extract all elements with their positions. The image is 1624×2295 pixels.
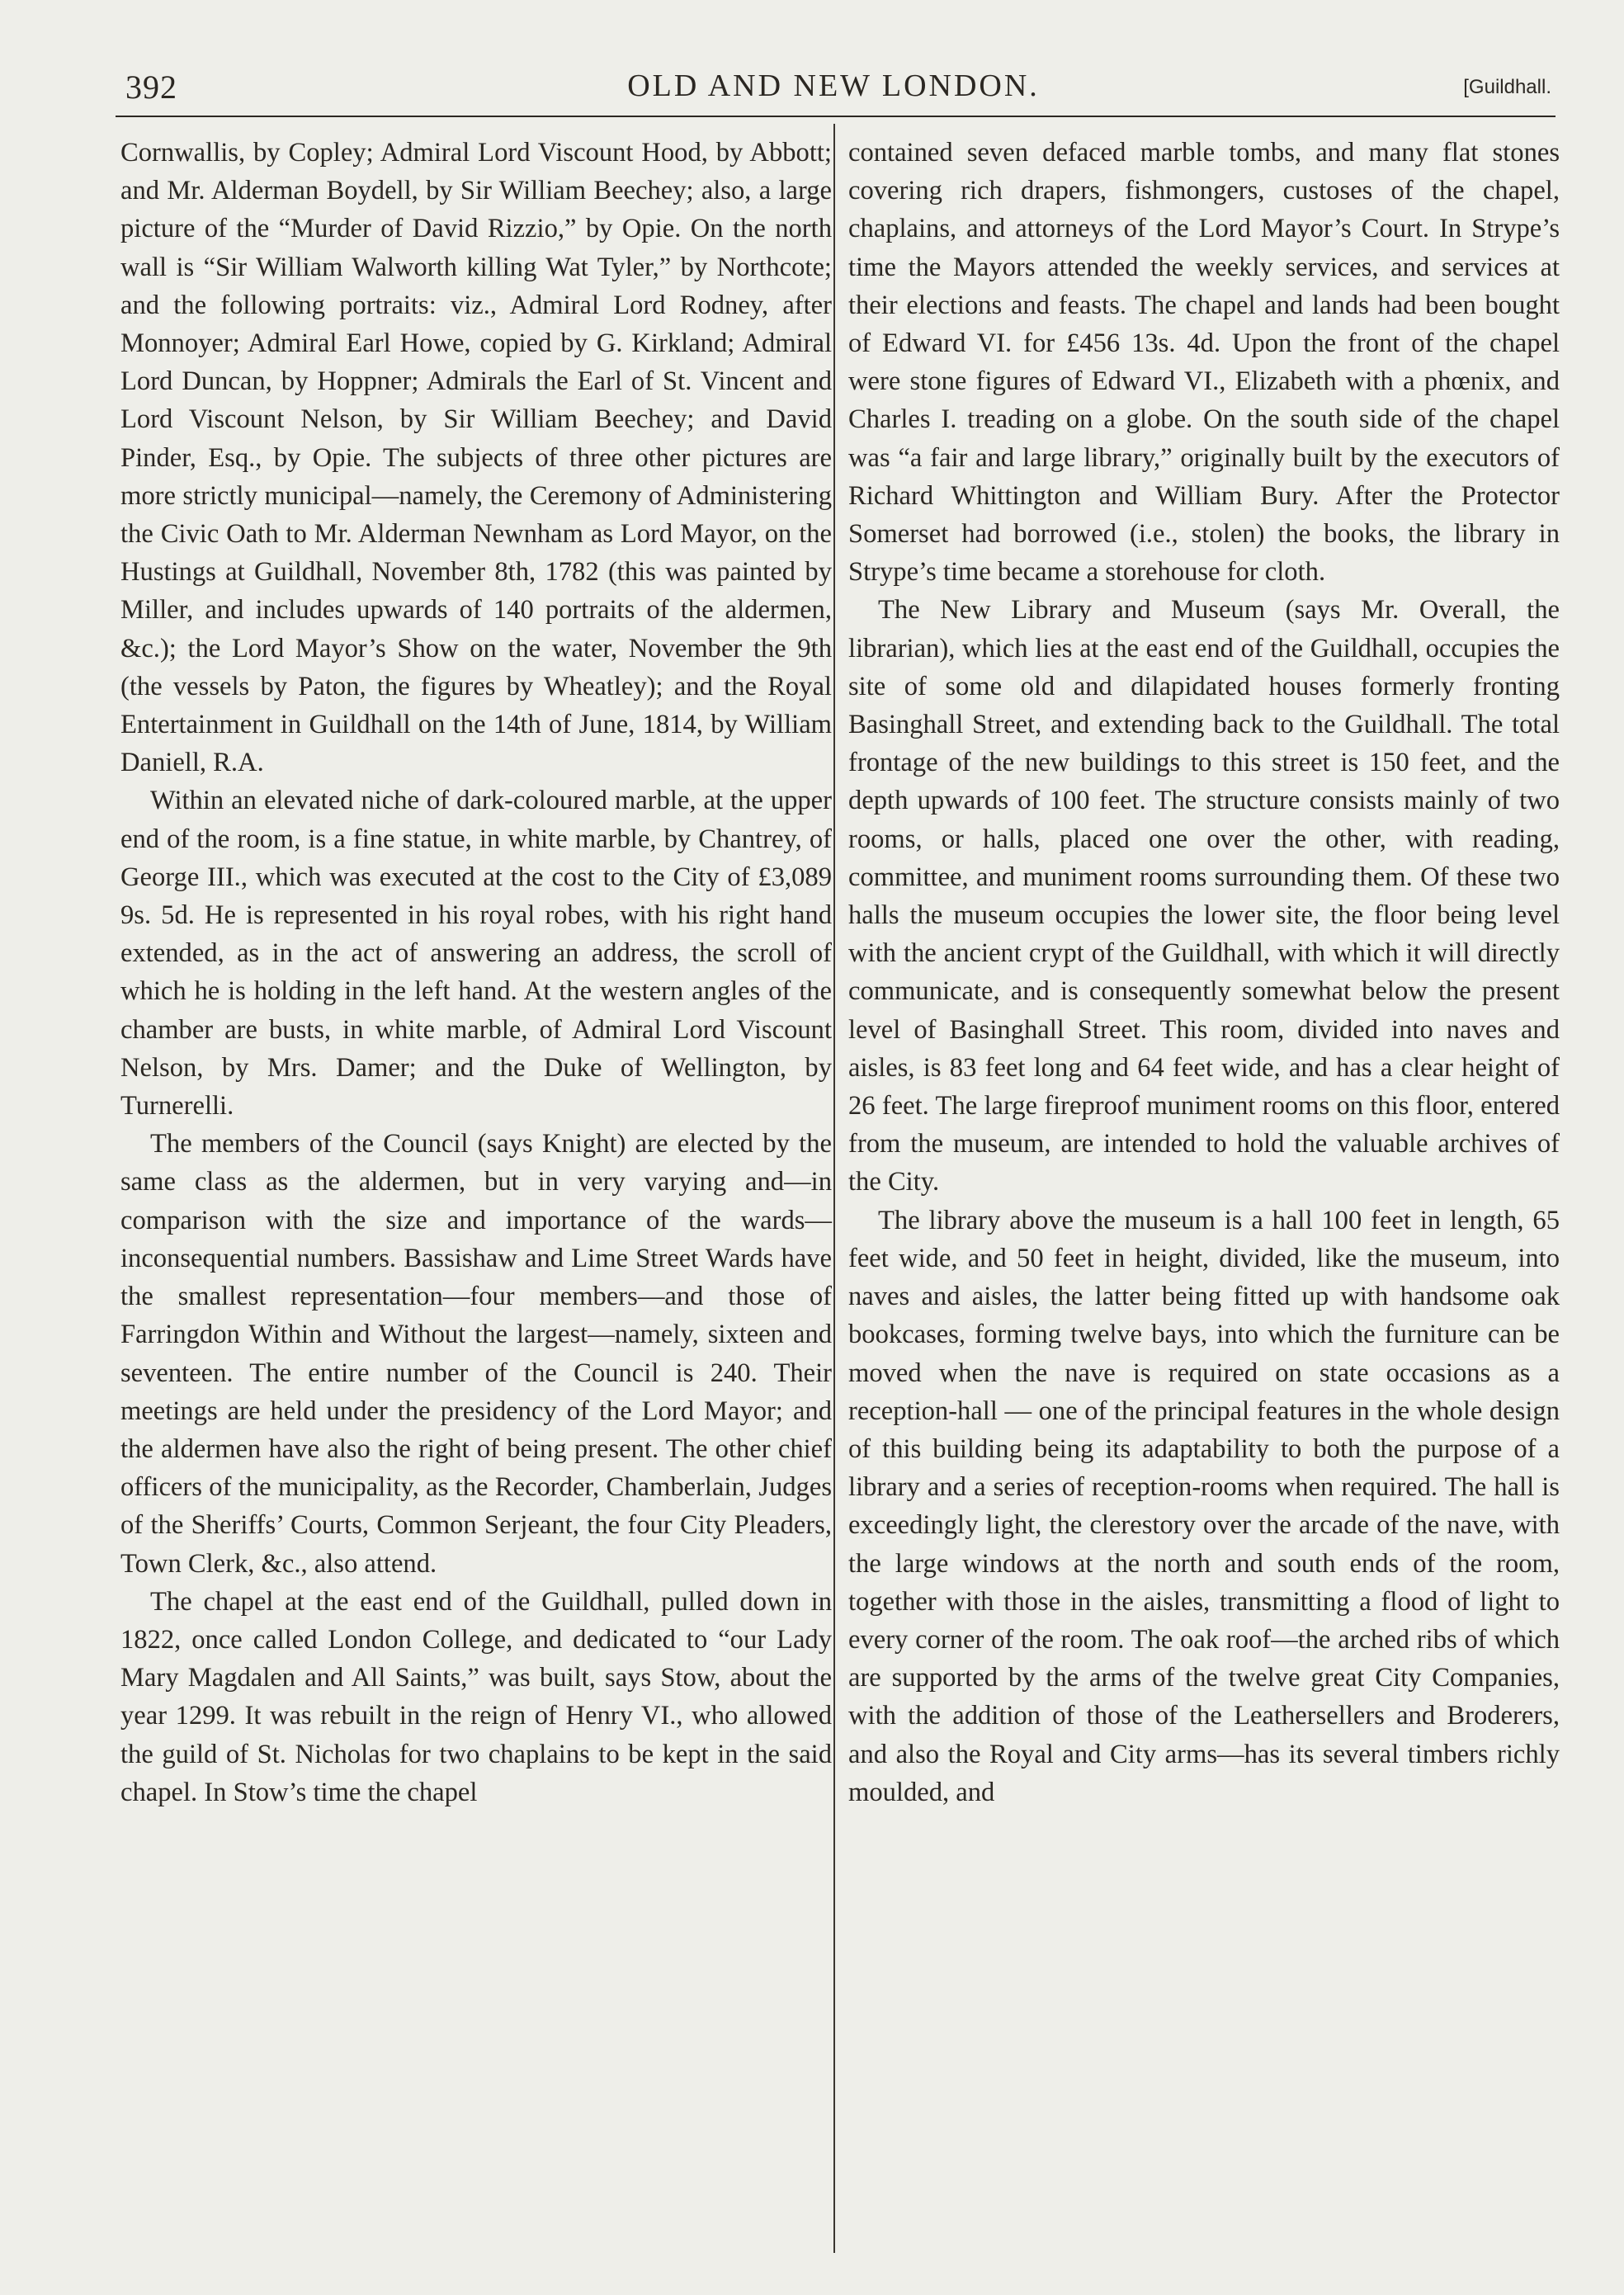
header-rule xyxy=(116,116,1556,117)
paragraph: The library above the museum is a hall 100 feet in length, 65 feet wide, and 50 feet in height, divided, like the museum, into naves and aisles, the latter being fitted up with handsome oak bookcases, forming twelve bays, into which the furniture can be moved when the nave is required on state occasions as a reception-hall — one of the principal features in the whole design of this building being its adaptability to both the purpose of a library and a series of reception-rooms when required. The hall is exceedingly light, the clerestory over the arcade of the nave, with the large windows at the north and south ends of the room, together with those in the aisles, transmitting a flood of light to every corner of the room. The oak roof—the arched ribs of which are supported by the arms of the twelve great City Companies, with the addition of those of the Leathersellers and Broderers, and also the Royal and City arms—has its several timbers richly moulded, and xyxy=(848,1205,1560,1807)
section-tag: [Guildhall. xyxy=(1463,76,1551,98)
paragraph: The members of the Council (says Knight) are elected by the same class as the aldermen, but in very varying and—in comparison with the size and importance of the wards—inconsequential numbers. Bassishaw and Lime Street Wards have the smallest representation—four members—and those of Farringdon Within and Without the largest—namely, sixteen and seventeen. The entire number of the Council is 240. Their meetings are held under the presidency of the Lord Mayor; and the aldermen have also the right of being present. The other chief officers of the municipality, as the Recorder, Chamberlain, Judges of the Sheriffs’ Courts, Common Serjeant, the four City Pleaders, Town Clerk, &c., also attend. xyxy=(120,1129,832,1579)
paragraph: The chapel at the east end of the Guildhall, pulled down in 1822, once called London College, and dedicated to “our Lady Mary Magdalen and All Saints,” was built, says Stow, about the year 1299. It was rebuilt in the reign of Henry VI., who allowed the guild of St. Nicholas for two chaplains to be kept in the said chapel. In Stow’s time the chapel xyxy=(120,1586,832,1807)
column-rule xyxy=(833,124,835,2253)
paragraph: Cornwallis, by Copley; Admiral Lord Viscount Hood, by Abbott; and Mr. Alderman Boydell, by Sir William Beechey; also, a large picture of the “Murder of David Rizzio,” by Opie. On the north wall is “Sir William Walworth killing Wat Tyler,” by Northcote; and the following portraits: viz., Admiral Lord Rodney, after Monnoyer; Admiral Earl Howe, copied by G. Kirkland; Admiral Lord Duncan, by Hoppner; Admirals the Earl of St. Vincent and Lord Viscount Nelson, by Sir William Beechey; and David Pinder, Esq., by Opie. The subjects of three other pictures are more strictly municipal—namely, the Ceremony of Administering the Civic Oath to Mr. Alderman Newnham as Lord Mayor, on the Hustings at Guildhall, November 8th, 1782 (this was painted by Miller, and includes upwards of 140 portraits of the aldermen, &c.); the Lord Mayor’s Show on the water, November the 9th (the vessels by Paton, the figures by Wheatley); and the Royal Entertainment in Guildhall on the 14th of June, 1814, by William Daniell, R.A. xyxy=(120,138,832,778)
running-title: OLD AND NEW LONDON. xyxy=(627,68,1040,103)
paragraph: Within an elevated niche of dark-coloured marble, at the upper end of the room, is a fine statue, in white marble, by Chantrey, of George III., which was executed at the cost to the City of £3,089 9s. 5d. He is represented in his royal robes, with his right hand extended, as in the act of answering an address, the scroll of which he is holding in the left hand. At the western angles of the chamber are busts, in white marble, of Admiral Lord Viscount Nelson, by Mrs. Damer; and the Duke of Wellington, by Turnerelli. xyxy=(120,786,832,1122)
left-column xyxy=(120,134,832,2246)
page-number: 392 xyxy=(125,68,177,106)
paragraph: The New Library and Museum (says Mr. Overall, the librarian), which lies at the east end of the Guildhall, occupies the site of some old and dilapidated houses formerly fronting Basinghall Street, and extending back to the Guildhall. The total frontage of the new buildings to this street is 150 feet, and the depth upwards of 100 feet. The structure consists mainly of two rooms, or halls, placed one over the other, with reading, committee, and muniment rooms surrounding them. Of these two halls the museum occupies the lower site, the floor being level with the ancient crypt of the Guildhall, with which it will directly communicate, and is consequently somewhat below the present level of Basinghall Street. This room, divided into naves and aisles, is 83 feet long and 64 feet wide, and has a clear height of 26 feet. The large fireproof muniment rooms on this floor, entered from the museum, are intended to hold the valuable archives of the City. xyxy=(848,595,1560,1197)
page-header xyxy=(116,64,1551,116)
paragraph: contained seven defaced marble tombs, and many flat stones covering rich drapers, fishmongers, custoses of the chapel, chaplains, and attorneys of the Lord Mayor’s Court. In Strype’s time the Mayors attended the weekly services, and services at their elections and feasts. The chapel and lands had been bought of Edward VI. for £456 13s. 4d. Upon the front of the chapel were stone figures of Edward VI., Elizabeth with a phœnix, and Charles I. treading on a globe. On the south side of the chapel was “a fair and large library,” originally built by the executors of Richard Whittington and William Bury. After the Protector Somerset had borrowed (i.e., stolen) the books, the library in Strype’s time became a storehouse for cloth. xyxy=(848,138,1560,588)
right-column xyxy=(848,134,1560,2246)
